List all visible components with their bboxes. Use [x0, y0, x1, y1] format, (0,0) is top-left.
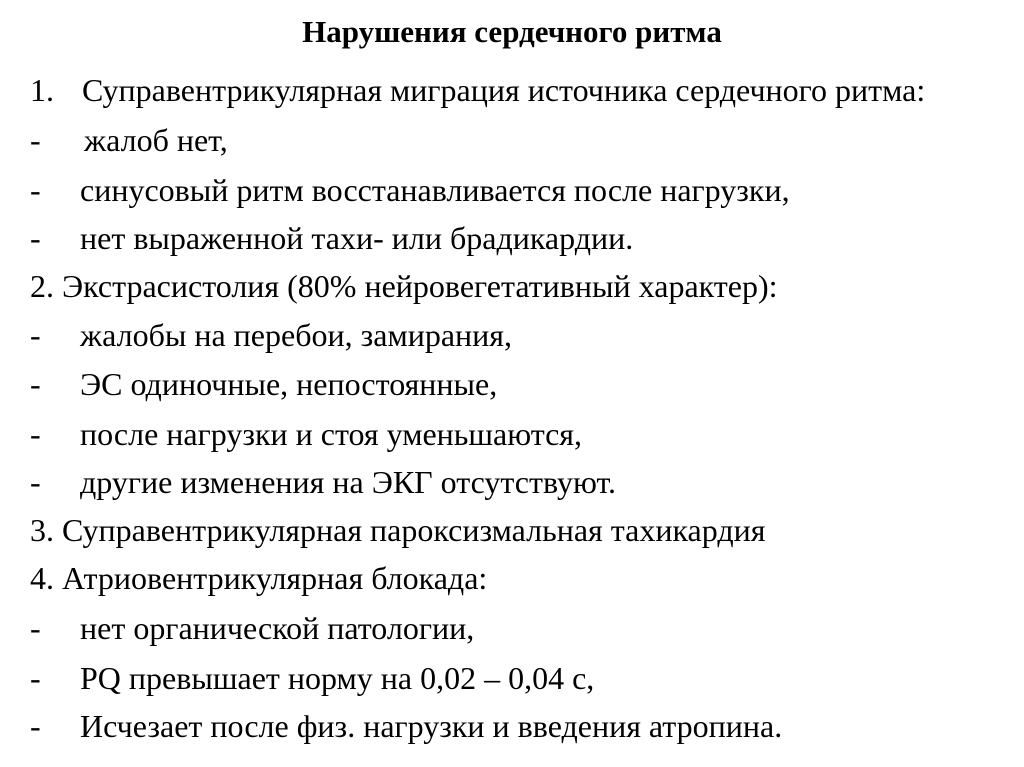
list-item-1 [30, 70, 925, 110]
list-number: 2. [30, 268, 54, 304]
sub-item [30, 658, 594, 698]
sub-item-text: PQ превышает норму на 0,02 – 0,04 с, [80, 660, 595, 696]
dash-marker: - [30, 317, 41, 353]
sub-item-text: нет выраженной тахи- или брадикардии. [80, 220, 634, 256]
sub-item-text: нет органической патологии, [80, 610, 475, 646]
sub-item [30, 218, 633, 258]
list-number: 1. [30, 72, 54, 108]
sub-item-text: жалобы на перебои, замирания, [80, 317, 512, 353]
dash-marker: - [30, 660, 41, 696]
list-number: 4. [30, 560, 54, 596]
dash-marker: - [30, 416, 41, 452]
dash-marker: - [30, 122, 41, 158]
sub-item [30, 706, 782, 746]
list-item-text: Атриовентрикулярная блокада: [62, 560, 488, 596]
sub-item [30, 120, 228, 160]
list-item-text: Экстрасистолия (80% нейровегетативный характер): [62, 268, 778, 304]
list-item-text: Суправентрикулярная пароксизмальная тахикардия [62, 512, 766, 548]
dash-marker: - [30, 708, 41, 744]
dash-marker: - [30, 220, 41, 256]
sub-item-text: другие изменения на ЭКГ отсутствуют. [80, 464, 617, 500]
sub-item [30, 608, 474, 648]
slide-title: Нарушения сердечного ритма [302, 14, 722, 49]
sub-item-text: после нагрузки и стоя уменьшаются, [80, 416, 583, 452]
dash-marker: - [30, 464, 41, 500]
sub-item [30, 170, 790, 210]
list-item-4 [30, 558, 487, 598]
list-item-2 [30, 266, 778, 306]
sub-item-text: ЭС одиночные, непостоянные, [80, 366, 498, 402]
sub-item [30, 414, 582, 454]
sub-item-text: Исчезает после физ. нагрузки и введения атропина. [80, 708, 783, 744]
list-number: 3. [30, 512, 54, 548]
dash-marker: - [30, 610, 41, 646]
dash-marker: - [30, 172, 41, 208]
sub-item [30, 315, 512, 355]
sub-item-text: синусовый ритм восстанавливается после нагрузки, [80, 172, 790, 208]
sub-item-text: жалоб нет, [84, 122, 228, 158]
sub-item [30, 364, 497, 404]
dash-marker: - [30, 366, 41, 402]
list-item-text: Суправентрикулярная миграция источника сердечного ритма: [82, 72, 926, 108]
list-item-3 [30, 510, 765, 550]
sub-item [30, 462, 616, 502]
